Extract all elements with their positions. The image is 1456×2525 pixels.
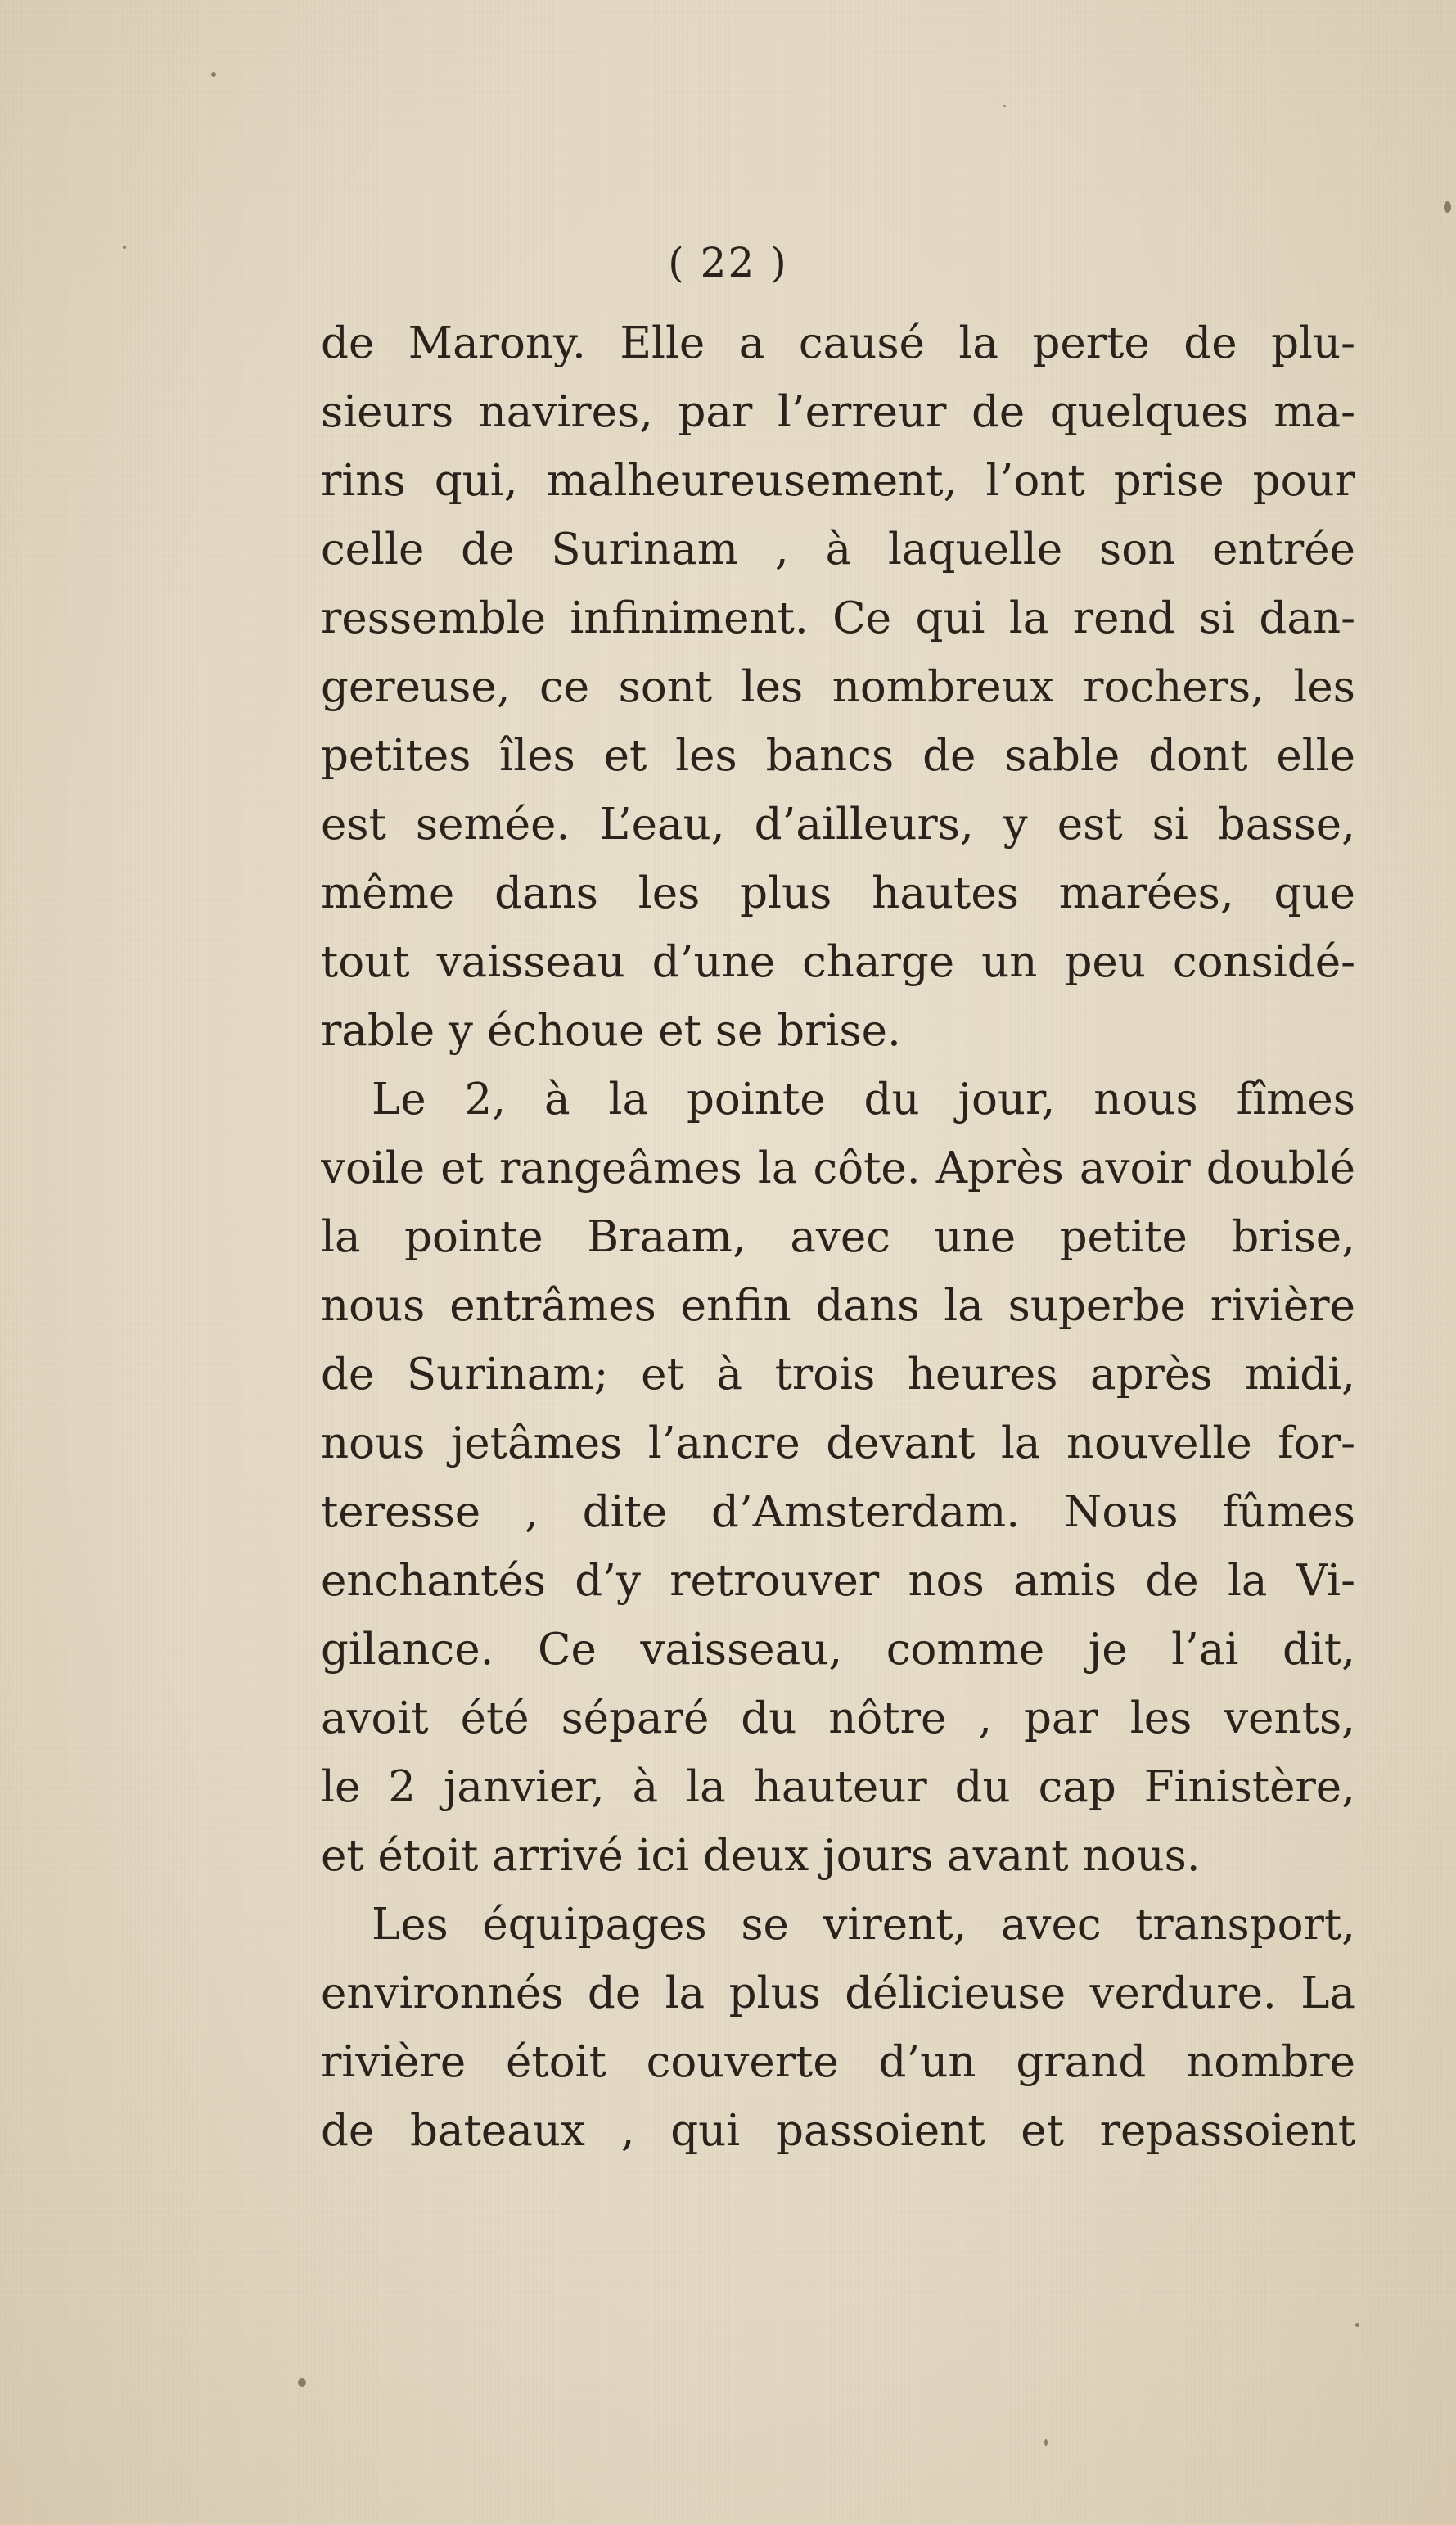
text-line: ressemble infiniment. Ce qui la rend si dan- bbox=[321, 593, 1355, 643]
body-text bbox=[321, 309, 1355, 2166]
text-line: nous jetâmes l’ancre devant la nouvelle for- bbox=[321, 1418, 1355, 1468]
text-line: la pointe Braam, avec une petite brise, bbox=[321, 1212, 1355, 1262]
text-line: même dans les plus hautes marées, que bbox=[321, 868, 1355, 918]
text-line: le 2 janvier, à la hauteur du cap Finistère, bbox=[321, 1762, 1355, 1812]
paper-speck bbox=[1355, 2323, 1359, 2327]
paragraph-start-line: Le 2, à la pointe du jour, nous fîmes bbox=[372, 1075, 1355, 1125]
text-line: de Marony. Elle a causé la perte de plu- bbox=[321, 318, 1355, 368]
text-line: teresse , dite d’Amsterdam. Nous fûmes bbox=[321, 1487, 1355, 1537]
text-line: petites îles et les bancs de sable dont elle bbox=[321, 731, 1355, 781]
text-line: de Surinam; et à trois heures après midi, bbox=[321, 1350, 1355, 1400]
paragraph-end-line: rable y échoue et se brise. bbox=[321, 1006, 901, 1056]
paragraph-end-line: et étoit arrivé ici deux jours avant nous. bbox=[321, 1831, 1201, 1881]
text-line: de bateaux , qui passoient et repassoient bbox=[321, 2106, 1355, 2156]
text-line: gilance. Ce vaisseau, comme je l’ai dit, bbox=[321, 1625, 1355, 1675]
paragraph-start-line: Les équipages se virent, avec transport, bbox=[372, 1900, 1355, 1950]
text-line: environnés de la plus délicieuse verdure. La bbox=[321, 1968, 1355, 2018]
text-line: est semée. L’eau, d’ailleurs, y est si basse, bbox=[321, 800, 1355, 850]
text-line: enchantés d’y retrouver nos amis de la Vi- bbox=[321, 1556, 1355, 1606]
text-line: rivière étoit couverte d’un grand nombre bbox=[321, 2037, 1355, 2087]
text-line: nous entrâmes enfin dans la superbe rivière bbox=[321, 1281, 1355, 1331]
text-line: celle de Surinam , à laquelle son entrée bbox=[321, 525, 1355, 575]
paper-speck bbox=[1044, 2439, 1048, 2446]
paper-speck bbox=[298, 2378, 306, 2387]
text-line: gereuse, ce sont les nombreux rochers, les bbox=[321, 662, 1355, 712]
text-line: tout vaisseau d’une charge un peu considé- bbox=[321, 937, 1355, 987]
paper-speck bbox=[211, 72, 216, 77]
text-line: rins qui, malheureusement, l’ont prise pour bbox=[321, 456, 1355, 506]
text-line: avoit été séparé du nôtre , par les vents, bbox=[321, 1693, 1355, 1743]
paper-speck bbox=[1444, 201, 1451, 213]
paper-speck bbox=[1003, 105, 1006, 107]
text-line: sieurs navires, par l’erreur de quelques ma- bbox=[321, 387, 1355, 437]
paper-speck bbox=[123, 246, 126, 249]
page-number: ( 22 ) bbox=[668, 239, 788, 286]
text-line: voile et rangeâmes la côte. Après avoir doublé bbox=[321, 1143, 1355, 1193]
